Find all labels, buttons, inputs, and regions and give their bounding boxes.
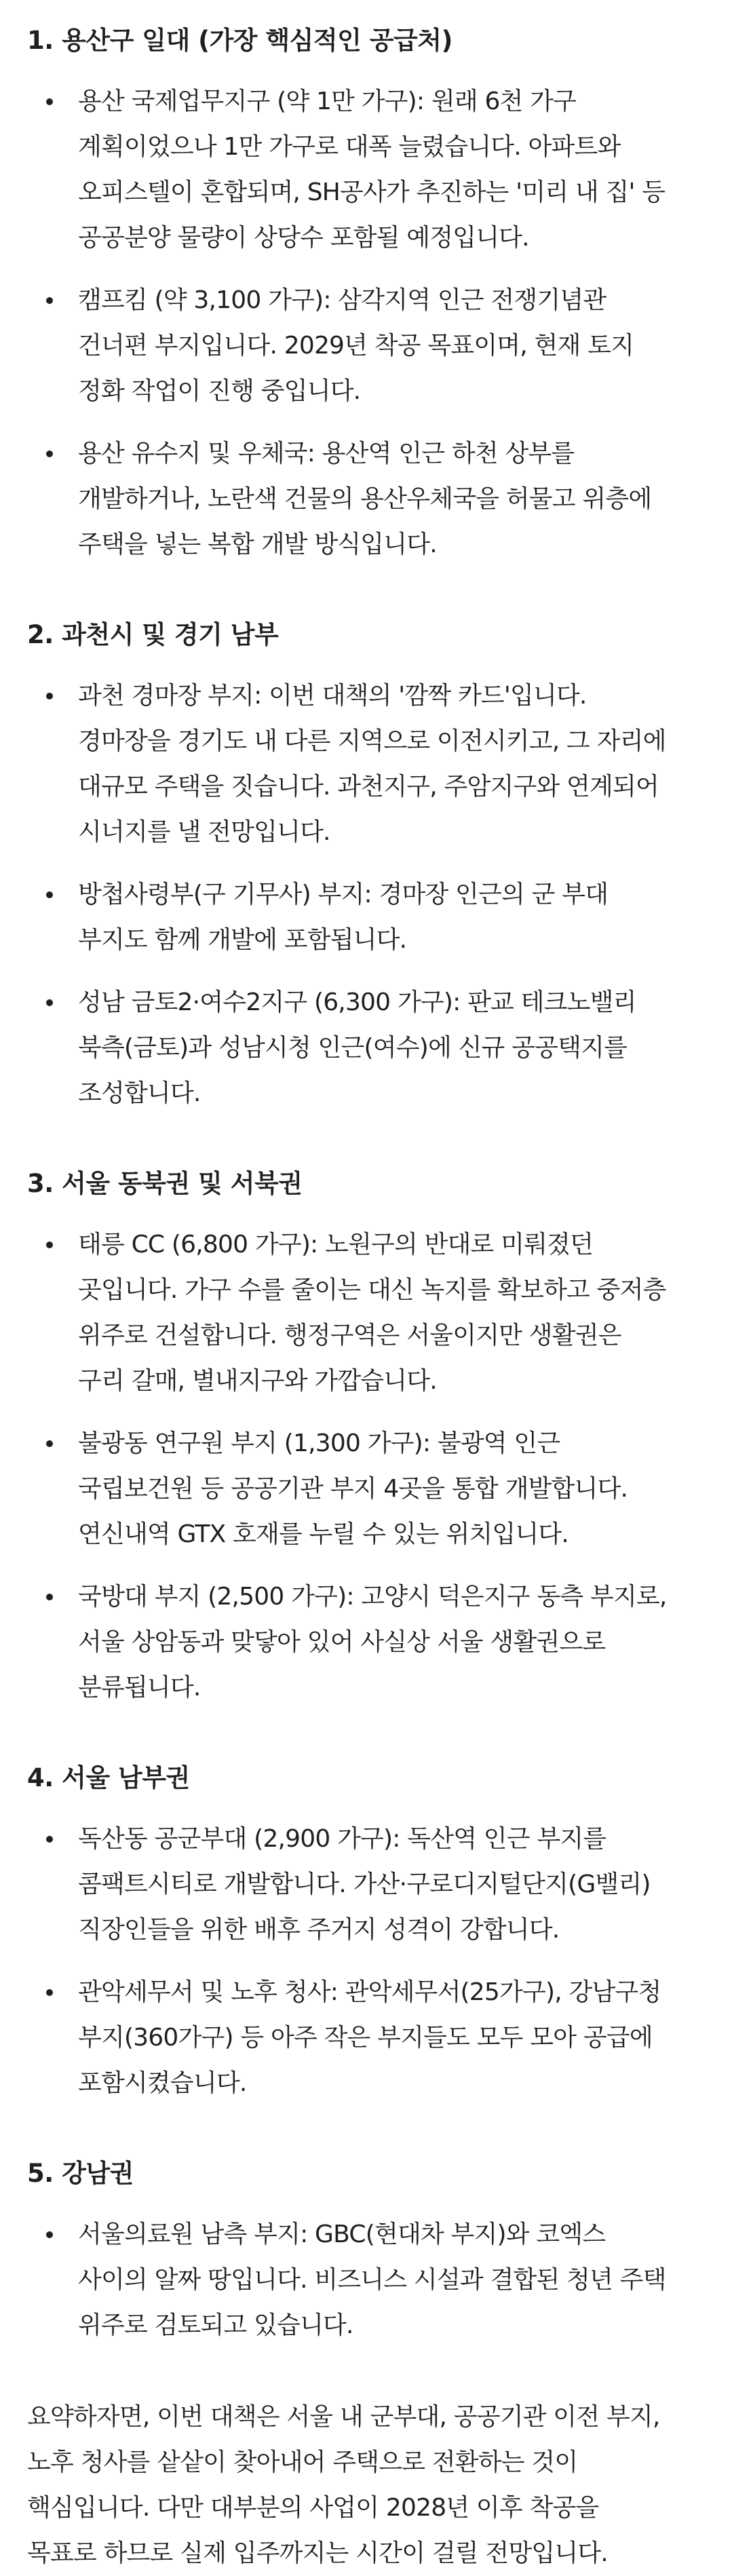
- item-text-line: 위주로 건설합니다. 행정구역은 서울이지만 생활권은: [78, 1322, 621, 1349]
- item-text-line: 시너지를 낼 전망입니다.: [78, 818, 330, 846]
- item-text-line: 구리 갈매, 별내지구와 가깝습니다.: [78, 1367, 437, 1395]
- bullet-dot-icon: [46, 693, 53, 699]
- item-text-line: 방첩사령부(구 기무사) 부지: 경마장 인근의 군 부대: [78, 881, 609, 908]
- item-text-line: 북측(금토)과 성남시청 인근(여수)에 신규 공공택지를: [78, 1034, 628, 1062]
- item-text-line: 공공분양 물량이 상당수 포함될 예정입니다.: [78, 224, 529, 252]
- bullet-dot-icon: [46, 450, 53, 457]
- bullet-dot-icon: [46, 98, 53, 105]
- item-text-line: 성남 금토2·여수2지구 (6,300 가구): 판교 테크노밸리: [78, 988, 636, 1016]
- bullet-dot-icon: [46, 1989, 53, 1996]
- item-text-line: 조성합니다.: [78, 1079, 201, 1107]
- item-text-line: 부지(360가구) 등 아주 작은 부지들도 모두 모아 공급에: [78, 2024, 653, 2052]
- item-text-line: 정화 작업이 진행 중입니다.: [78, 377, 361, 405]
- item-text-line: 독산동 공군부대 (2,900 가구): 독산역 인근 부지를: [78, 1825, 606, 1853]
- list-item: [27, 1421, 705, 1557]
- list-item: [27, 79, 705, 261]
- item-text-line: 국립보건원 등 공공기관 부지 4곳을 통합 개발합니다.: [78, 1475, 628, 1503]
- item-text-line: 국방대 부지 (2,500 가구): 고양시 덕은지구 동측 부지로,: [78, 1583, 667, 1611]
- item-text-line: 캠프킴 (약 3,100 가구): 삼각지역 인근 전쟁기념관: [78, 286, 606, 314]
- bullet-dot-icon: [46, 2231, 53, 2238]
- bullet-dot-icon: [46, 999, 53, 1006]
- bullet-list: [27, 673, 705, 1116]
- item-text-line: 사이의 알짜 땅입니다. 비즈니스 시설과 결합된 청년 주택: [78, 2266, 666, 2294]
- list-item: [27, 277, 705, 414]
- bullet-list: [27, 1816, 705, 2106]
- bullet-list: [27, 79, 705, 567]
- summary-paragraph: [27, 2394, 705, 2576]
- list-item: [27, 673, 705, 855]
- item-text-line: 주택을 넣는 복합 개발 방식입니다.: [78, 531, 437, 558]
- list-item: [27, 1222, 705, 1404]
- list-item: [27, 2212, 705, 2348]
- item-text-line: 과천 경마장 부지: 이번 대책의 '깜짝 카드'입니다.: [78, 682, 587, 710]
- summary-text-line: 목표로 하므로 실제 입주까지는 시간이 걸릴 전망입니다.: [27, 2539, 608, 2567]
- bullet-dot-icon: [46, 1594, 53, 1600]
- item-text-line: 분류됩니다.: [78, 1674, 201, 1702]
- bullet-dot-icon: [46, 1242, 53, 1248]
- item-text-line: 오피스텔이 혼합되며, SH공사가 추진하는 '미리 내 집' 등: [78, 178, 666, 206]
- section-1: [27, 19, 705, 567]
- item-text-line: 관악세무서 및 노후 청사: 관악세무서(25가구), 강남구청: [78, 1978, 661, 2006]
- item-text-line: 연신내역 GTX 호재를 누릴 수 있는 위치입니다.: [78, 1520, 569, 1548]
- list-item: [27, 980, 705, 1116]
- item-text-line: 불광동 연구원 부지 (1,300 가구): 불광역 인근: [78, 1429, 560, 1457]
- list-item: [27, 1574, 705, 1710]
- item-text-line: 위주로 검토되고 있습니다.: [78, 2311, 353, 2339]
- item-text-line: 콤팩트시티로 개발합니다. 가산·구로디지털단지(G밸리): [78, 1870, 651, 1898]
- section-heading: 4. 서울 남부권: [27, 1763, 190, 1792]
- bullet-list: [27, 1222, 705, 1710]
- item-text-line: 계획이었으나 1만 가구로 대폭 늘렸습니다. 아파트와: [78, 133, 621, 161]
- item-text-line: 용산 국제업무지구 (약 1만 가구): 원래 6천 가구: [78, 88, 577, 115]
- item-text-line: 곳입니다. 가구 수를 줄이는 대신 녹지를 확보하고 중저층: [78, 1276, 666, 1304]
- sections-container: [27, 19, 705, 2348]
- bullet-dot-icon: [46, 891, 53, 898]
- item-text-line: 개발하거나, 노란색 건물의 용산우체국을 허물고 위층에: [78, 485, 652, 513]
- item-text-line: 태릉 CC (6,800 가구): 노원구의 반대로 미뤄졌던: [78, 1231, 594, 1258]
- section-heading: 5. 강남권: [27, 2159, 134, 2188]
- list-item: [27, 872, 705, 963]
- bullet-dot-icon: [46, 1836, 53, 1843]
- item-text-line: 직장인들을 위한 배후 주거지 성격이 강합니다.: [78, 1916, 560, 1944]
- list-item: [27, 1969, 705, 2106]
- bullet-list: [27, 2212, 705, 2348]
- section-heading: 1. 용산구 일대 (가장 핵심적인 공급처): [27, 26, 452, 55]
- section-heading: 2. 과천시 및 경기 남부: [27, 620, 279, 649]
- bullet-dot-icon: [46, 297, 53, 304]
- item-text-line: 부지도 함께 개발에 포함됩니다.: [78, 926, 407, 954]
- summary-text-line: 요약하자면, 이번 대책은 서울 내 군부대, 공공기관 이전 부지,: [27, 2403, 660, 2431]
- bullet-dot-icon: [46, 1440, 53, 1447]
- item-text-line: 서울의료원 남측 부지: GBC(현대차 부지)와 코엑스: [78, 2221, 606, 2248]
- item-text-line: 건너편 부지입니다. 2029년 착공 목표이며, 현재 토지: [78, 332, 634, 360]
- list-item: [27, 431, 705, 567]
- section-2: [27, 613, 705, 1116]
- item-text-line: 경마장을 경기도 내 다른 지역으로 이전시키고, 그 자리에: [78, 727, 666, 755]
- section-4: [27, 1756, 705, 2106]
- section-5: [27, 2152, 705, 2348]
- section-3: [27, 1162, 705, 1710]
- item-text-line: 포함시켰습니다.: [78, 2069, 247, 2097]
- summary-text-line: 핵심입니다. 다만 대부분의 사업이 2028년 이후 착공을: [27, 2494, 599, 2522]
- list-item: [27, 1816, 705, 1953]
- section-heading: 3. 서울 동북권 및 서북권: [27, 1169, 303, 1198]
- item-text-line: 서울 상암동과 맞닿아 있어 사실상 서울 생활권으로: [78, 1628, 606, 1656]
- item-text-line: 대규모 주택을 짓습니다. 과천지구, 주암지구와 연계되어: [78, 773, 659, 801]
- item-text-line: 용산 유수지 및 우체국: 용산역 인근 하천 상부를: [78, 440, 575, 467]
- summary-text-line: 노후 청사를 샅샅이 찾아내어 주택으로 전환하는 것이: [27, 2448, 578, 2476]
